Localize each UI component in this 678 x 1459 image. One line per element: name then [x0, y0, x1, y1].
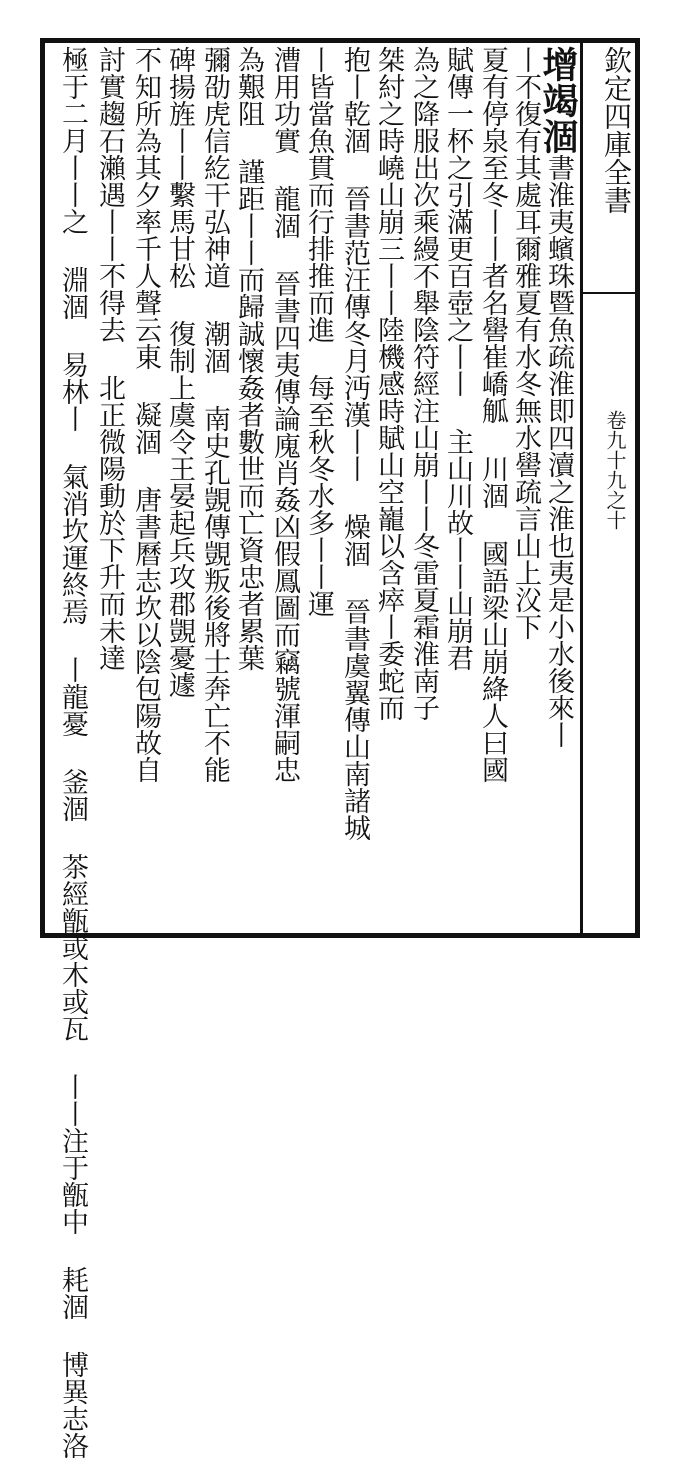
text-column-14: 討實趨石瀨遇丨丨不得去 北正微陽動於下升而未達: [94, 46, 125, 671]
text-column-6: 桀紂之時嶢山崩三丨丨陸機感時賦山空巃以含瘁丨委蛇而: [373, 46, 404, 721]
text-column-4: 賦傳一杯之引滿更百壺之丨丨 主山川故丨丨山崩君: [442, 46, 473, 671]
text-column-12: 碑揚旌丨丨繫馬甘松 復制上虞令王晏起兵攻郡覬憂遽: [164, 46, 195, 698]
volume-label: 卷九十九之十: [603, 410, 627, 530]
headword: 增竭涸: [537, 46, 579, 154]
text-column-3: 夏有停泉至冬丨丨者名嚳崔嶠觚 川涸 國語梁山崩絳人曰國: [477, 46, 508, 783]
text-column-15: 極于二月丨丨之 淵涸 易林丨 氣消坎運終焉 丨龍憂 釜涸 茶經甑或木或瓦 丨丨注于甑中 耗涸 博異志洛: [57, 46, 88, 1459]
text-column-2: 丨不復有其處耳爾雅夏有水冬無水嚳疏言山上㳇下: [510, 46, 541, 640]
margin-separator: [583, 292, 635, 294]
text-column-13: 不知所為其夕率千人聲云東 凝涸 唐書曆志坎以陰包陽故自: [130, 46, 161, 783]
text-column-1: 增竭涸書淮夷蠙珠暨魚疏淮即四瀆之淮也夷是小水後來丨: [537, 46, 579, 748]
text-column-8: 丨皆當魚貫而行排推而進 每至秋冬水多丨丨運: [303, 46, 334, 617]
text-column-5: 為之降服出次乘縵不舉陰符經注山崩丨丨冬雷夏霜淮南子: [408, 46, 439, 721]
text-column-11: 彌劭虎信紇干弘神道 潮涸 南史孔覬傳覬叛後將士奔亡不能: [199, 46, 230, 783]
text-column-7: 抱丨乾涸 晉書范汪傳冬月沔漢丨丨 燥涸 晉書虞翼傳山南諸城: [339, 46, 370, 841]
text-column-9: 漕用功實 龍涸 晉書四夷傳論廆肖姦凶假鳳圖而竊號渾嗣忠: [269, 46, 300, 783]
book-title: 欽定四庫全書: [600, 46, 633, 214]
text-column-10: 為艱阻 謹距丨丨而歸誠懷姦者數世而亡資忠者累葉: [233, 46, 264, 671]
